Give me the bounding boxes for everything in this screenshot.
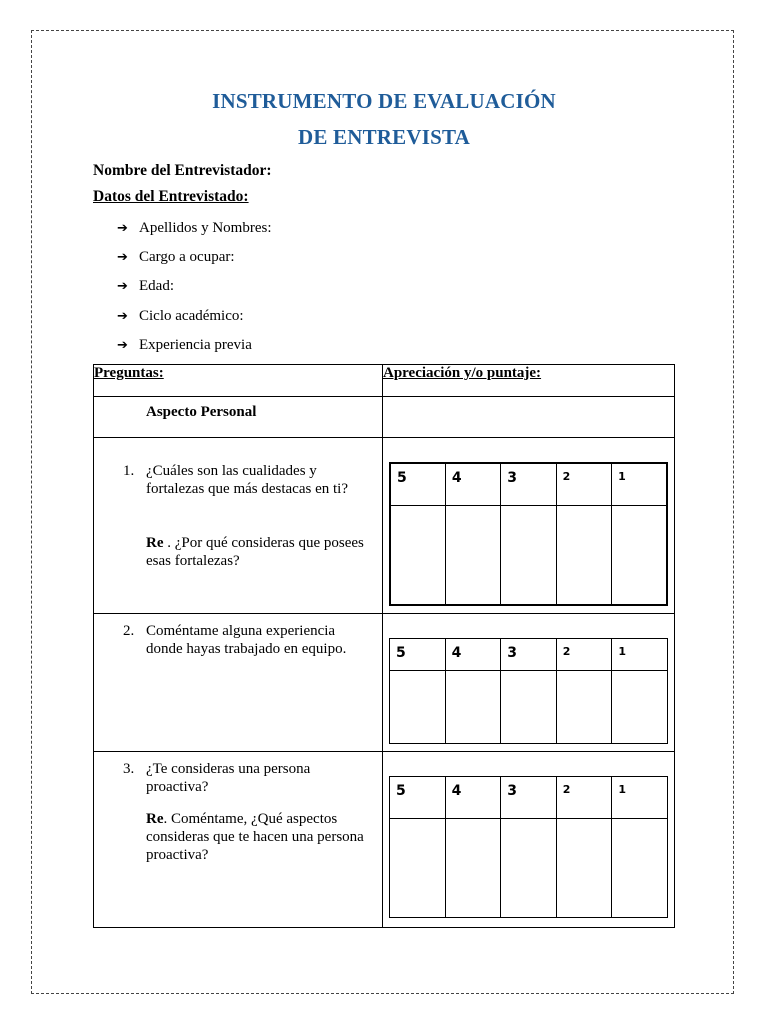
table-row: [94, 397, 675, 438]
follow-up-label: Re: [146, 811, 164, 827]
score-5: 5: [390, 639, 446, 671]
table-row: [94, 752, 675, 928]
score-3: 3: [501, 639, 557, 671]
right-arrow-icon: ➔: [117, 250, 128, 266]
question-text: ¿Cuáles son las cualidades y fortalezas que más destacas en ti?: [146, 463, 348, 497]
right-arrow-icon: ➔: [117, 308, 128, 324]
question-cell: [94, 438, 383, 614]
score-mark-box[interactable]: [501, 505, 556, 605]
score-scale-row: [390, 639, 668, 671]
list-item: [117, 276, 272, 305]
question-number: 3.: [123, 761, 135, 777]
question-cell: [94, 614, 383, 752]
score-4: 4: [445, 463, 500, 505]
score-2: 2: [556, 639, 612, 671]
right-arrow-icon: ➔: [117, 337, 128, 353]
score-mark-row: [390, 671, 668, 744]
score-1: 1: [612, 639, 668, 671]
score-cell: [383, 438, 675, 614]
score-scale-row: [390, 777, 668, 819]
score-mark-box[interactable]: [556, 505, 611, 605]
aspect-label: Aspecto Personal: [146, 404, 257, 420]
score-scale-row: [390, 463, 667, 505]
table-row: [94, 438, 675, 614]
score-grid: [389, 462, 668, 606]
score-mark-box[interactable]: [390, 819, 446, 918]
field-label: Apellidos y Nombres:: [139, 220, 272, 236]
score-1: 1: [612, 463, 667, 505]
header-questions: Preguntas:: [94, 365, 383, 397]
field-label: Cargo a ocupar:: [139, 249, 235, 266]
score-cell: [383, 752, 675, 928]
score-mark-box[interactable]: [612, 819, 668, 918]
interviewee-section-label: Datos del Entrevistado:: [93, 188, 249, 205]
interviewer-label: Nombre del Entrevistador:: [93, 162, 272, 179]
interviewee-field-list: [117, 218, 272, 364]
field-label: Edad:: [139, 278, 174, 295]
evaluation-table: [93, 364, 675, 928]
right-arrow-icon: ➔: [117, 221, 128, 236]
list-item: [117, 335, 272, 364]
follow-up-text: . Coméntame, ¿Qué aspectos consideras que te hacen una persona proactiva?: [146, 811, 364, 863]
score-mark-box[interactable]: [556, 671, 612, 744]
score-5: 5: [390, 777, 446, 819]
score-3: 3: [501, 463, 556, 505]
list-item: [117, 306, 272, 335]
score-mark-box[interactable]: [445, 505, 500, 605]
score-5: 5: [390, 463, 445, 505]
score-grid: [389, 638, 668, 744]
field-label: Experiencia previa: [139, 336, 252, 353]
list-item: [117, 218, 272, 247]
field-label: Ciclo académico:: [139, 307, 244, 324]
score-grid: [389, 776, 668, 918]
question-text: ¿Te consideras una persona proactiva?: [146, 761, 311, 795]
score-mark-box[interactable]: [445, 671, 501, 744]
follow-up-text: . ¿Por qué consideras que posees esas fortalezas?: [146, 535, 364, 569]
score-mark-box[interactable]: [612, 505, 667, 605]
table-header-row: [94, 365, 675, 397]
question-number: 2.: [123, 623, 135, 639]
right-arrow-icon: ➔: [117, 279, 128, 295]
table-row: [94, 614, 675, 752]
score-mark-box[interactable]: [501, 671, 557, 744]
score-mark-box[interactable]: [501, 819, 557, 918]
score-mark-box[interactable]: [445, 819, 501, 918]
score-4: 4: [445, 639, 501, 671]
question-text: Coméntame alguna experiencia donde hayas trabajado en equipo.: [146, 623, 347, 657]
score-2: 2: [556, 463, 611, 505]
follow-up-label: Re: [146, 535, 164, 551]
follow-up-question: [146, 810, 382, 864]
score-mark-row: [390, 505, 667, 605]
score-mark-box[interactable]: [390, 505, 445, 605]
score-1: 1: [612, 777, 668, 819]
follow-up-question: [146, 534, 382, 570]
header-score: Apreciación y/o puntaje:: [383, 365, 675, 397]
question-number: 1.: [123, 463, 135, 479]
score-2: 2: [556, 777, 612, 819]
score-mark-box[interactable]: [612, 671, 668, 744]
score-mark-row: [390, 819, 668, 918]
list-item: [117, 247, 272, 276]
score-4: 4: [445, 777, 501, 819]
score-3: 3: [501, 777, 557, 819]
question-cell: [94, 752, 383, 928]
score-mark-box[interactable]: [556, 819, 612, 918]
document-title-line-1: INSTRUMENTO DE EVALUACIÓN: [212, 89, 556, 113]
score-mark-box[interactable]: [390, 671, 446, 744]
score-cell: [383, 614, 675, 752]
document-title-line-2: DE ENTREVISTA: [297, 125, 470, 149]
